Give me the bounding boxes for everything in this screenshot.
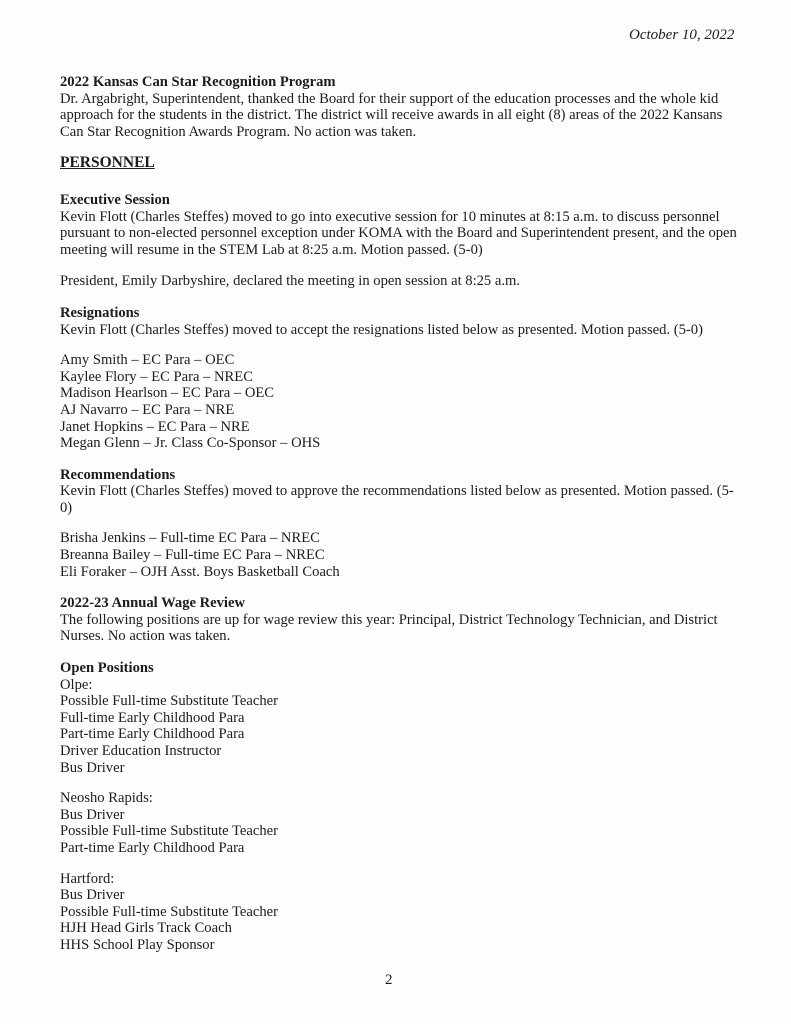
- list-item: Possible Full-time Substitute Teacher: [60, 823, 279, 840]
- section-heading: Open Positions: [60, 660, 154, 677]
- list-item: AJ Navarro – EC Para – NRE: [60, 401, 235, 418]
- location-name: Neosho Rapids:: [60, 790, 153, 807]
- list-item: Janet Hopkins – EC Para – NRE: [60, 418, 250, 435]
- document-body: [60, 74, 740, 969]
- motion-text: Kevin Flott (Charles Steffes) moved to approve the recommendations listed below as presented. Motion passed. (5-0): [60, 483, 734, 516]
- section-heading: Recommendations: [60, 466, 176, 483]
- section-heading: 2022-23 Annual Wage Review: [60, 595, 246, 612]
- list-item: HJH Head Girls Track Coach: [60, 920, 232, 937]
- list-item: Madison Hearlson – EC Para – OEC: [60, 385, 275, 402]
- open-session-note: [60, 273, 740, 290]
- location-neosho-rapids: [60, 790, 740, 856]
- section-heading: 2022 Kansas Can Star Recognition Program: [60, 74, 336, 90]
- location-name: Olpe:: [60, 676, 93, 693]
- section-body: President, Emily Darbyshire, declared the meeting in open session at 8:25 a.m.: [60, 273, 520, 290]
- list-item: Kaylee Flory – EC Para – NREC: [60, 368, 253, 385]
- list-item: Bus Driver: [60, 759, 125, 776]
- recommendations-list: [60, 530, 740, 580]
- location-name: Hartford:: [60, 870, 115, 887]
- resignations-list: [60, 352, 740, 452]
- section-executive-session: [60, 192, 740, 258]
- list-item: Full-time Early Childhood Para: [60, 709, 245, 726]
- list-item: Possible Full-time Substitute Teacher: [60, 903, 279, 920]
- section-body: Kevin Flott (Charles Steffes) moved to go into executive session for 10 minutes at 8:15 a.m. to discuss personnel pursuant to non-elected personnel exception under KOMA with the Board and Superintendent present, and the open meeting will resume in the STEM Lab at 8:25 a.m. Motion passed. (5-0): [60, 208, 737, 258]
- list-item: Megan Glenn – Jr. Class Co-Sponsor – OHS: [60, 435, 321, 452]
- list-item: Brisha Jenkins – Full-time EC Para – NREC: [60, 530, 320, 547]
- list-item: Part-time Early Childhood Para: [60, 839, 245, 856]
- section-open-positions: [60, 660, 740, 954]
- list-item: HHS School Play Sponsor: [60, 936, 215, 953]
- list-item: Bus Driver: [60, 806, 125, 823]
- list-item: Bus Driver: [60, 887, 125, 904]
- list-item: Breanna Bailey – Full-time EC Para – NREC: [60, 547, 325, 564]
- list-item: Possible Full-time Substitute Teacher: [60, 693, 279, 710]
- section-kansas-can: [60, 74, 740, 140]
- meeting-date: October 10, 2022: [629, 27, 735, 43]
- list-item: Part-time Early Childhood Para: [60, 726, 245, 743]
- section-recommendations: [60, 467, 740, 581]
- section-heading: Resignations: [60, 304, 140, 321]
- list-item: Driver Education Instructor: [60, 743, 222, 759]
- list-item: Amy Smith – EC Para – OEC: [60, 352, 235, 369]
- section-resignations: [60, 305, 740, 452]
- motion-text: Kevin Flott (Charles Steffes) moved to accept the resignations listed below as presented. Motion passed. (5-0): [60, 321, 703, 338]
- personnel-heading: PERSONNEL: [60, 154, 155, 172]
- section-body: The following positions are up for wage review this year: Principal, District Technology Technician, and District Nurses. No action was taken.: [60, 611, 718, 645]
- list-item: Eli Foraker – OJH Asst. Boys Basketball Coach: [60, 563, 340, 580]
- location-olpe: [60, 677, 740, 777]
- page-number: 2: [385, 972, 393, 988]
- section-heading: Executive Session: [60, 191, 170, 208]
- location-hartford: [60, 871, 740, 954]
- section-wage-review: [60, 595, 740, 645]
- section-body: Dr. Argabright, Superintendent, thanked the Board for their support of the education processes and the whole kid approach for the students in the district. The district will receive awards in all eight (8) areas of the 2022 Kansans Can Star Recognition Awards Program. No action was taken.: [60, 90, 723, 140]
